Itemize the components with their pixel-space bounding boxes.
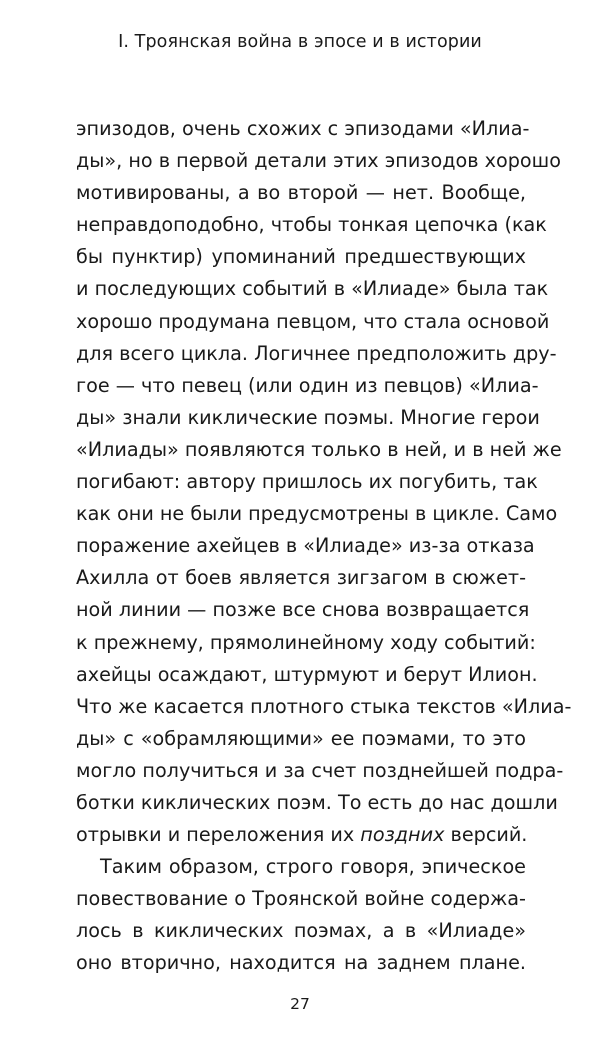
text-line: лось в киклических поэмах, а в «Илиаде» xyxy=(76,919,526,943)
text-line: погибают: автору пришлось их погубить, так xyxy=(76,470,538,494)
text-line-last xyxy=(76,819,526,851)
text-line: гое — что певец (или один из певцов) «Илиа- xyxy=(76,373,539,397)
text-line-indented: Таким образом, строго говоря, эпическое xyxy=(100,855,526,879)
italic-emphasis: поздних xyxy=(360,823,445,847)
text-line: оно вторично, находится на заднем плане. xyxy=(76,951,526,975)
text-line: Что же касается плотного стыка текстов «Илиа- xyxy=(76,694,572,718)
paragraph-2 xyxy=(76,851,526,979)
text-line: ды» с «обрамляющими» ее поэмами, то это xyxy=(76,726,526,750)
text-line: эпизодов, очень схожих с эпизодами «Илиа- xyxy=(76,117,530,140)
text-line: поражение ахейцев в «Илиаде» из-за отказа xyxy=(76,534,535,558)
text-line: ахейцы осаждают, штурмуют и берут Илион. xyxy=(76,662,538,686)
text-line: неправдоподобно, чтобы тонкая цепочка (как xyxy=(76,213,547,237)
text-line: к прежнему, прямолинейному ходу событий: xyxy=(76,630,536,654)
text-line: хорошо продумана певцом, что стала основой xyxy=(76,309,550,333)
running-head: I. Троянская война в эпосе и в истории xyxy=(118,32,482,52)
text-fragment: версий. xyxy=(444,823,528,847)
text-line: мотивированы, а во второй — нет. Вообще, xyxy=(76,181,526,205)
text-line: могло получиться и за счет позднейшей подра- xyxy=(76,758,564,782)
text-line: Ахилла от боев является зигзагом в сюжет- xyxy=(76,566,526,590)
text-line: повествование о Троянской войне содержа- xyxy=(76,887,526,911)
body-text xyxy=(76,113,572,980)
text-line: как они не были предусмотрены в цикле. Само xyxy=(76,502,558,526)
text-line: и последующих событий в «Илиаде» была так xyxy=(76,277,549,301)
text-line: бы пунктир) упоминаний предшествующих xyxy=(76,245,526,269)
text-line: ботки киклических поэм. То есть до нас дошли xyxy=(76,790,558,814)
page-number: 27 xyxy=(290,995,310,1013)
text-line: ды», но в первой детали этих эпизодов хорошо xyxy=(76,149,561,173)
text-fragment: отрывки и переложения их xyxy=(76,823,361,847)
text-line: ды» знали киклические поэмы. Многие герои xyxy=(76,405,540,429)
paragraph-1 xyxy=(76,113,572,851)
text-line: ной линии — позже все снова возвращается xyxy=(76,598,530,622)
text-line: «Илиады» появляются только в ней, и в ней же xyxy=(76,437,562,461)
text-line: для всего цикла. Логичнее предположить дру- xyxy=(76,341,557,365)
